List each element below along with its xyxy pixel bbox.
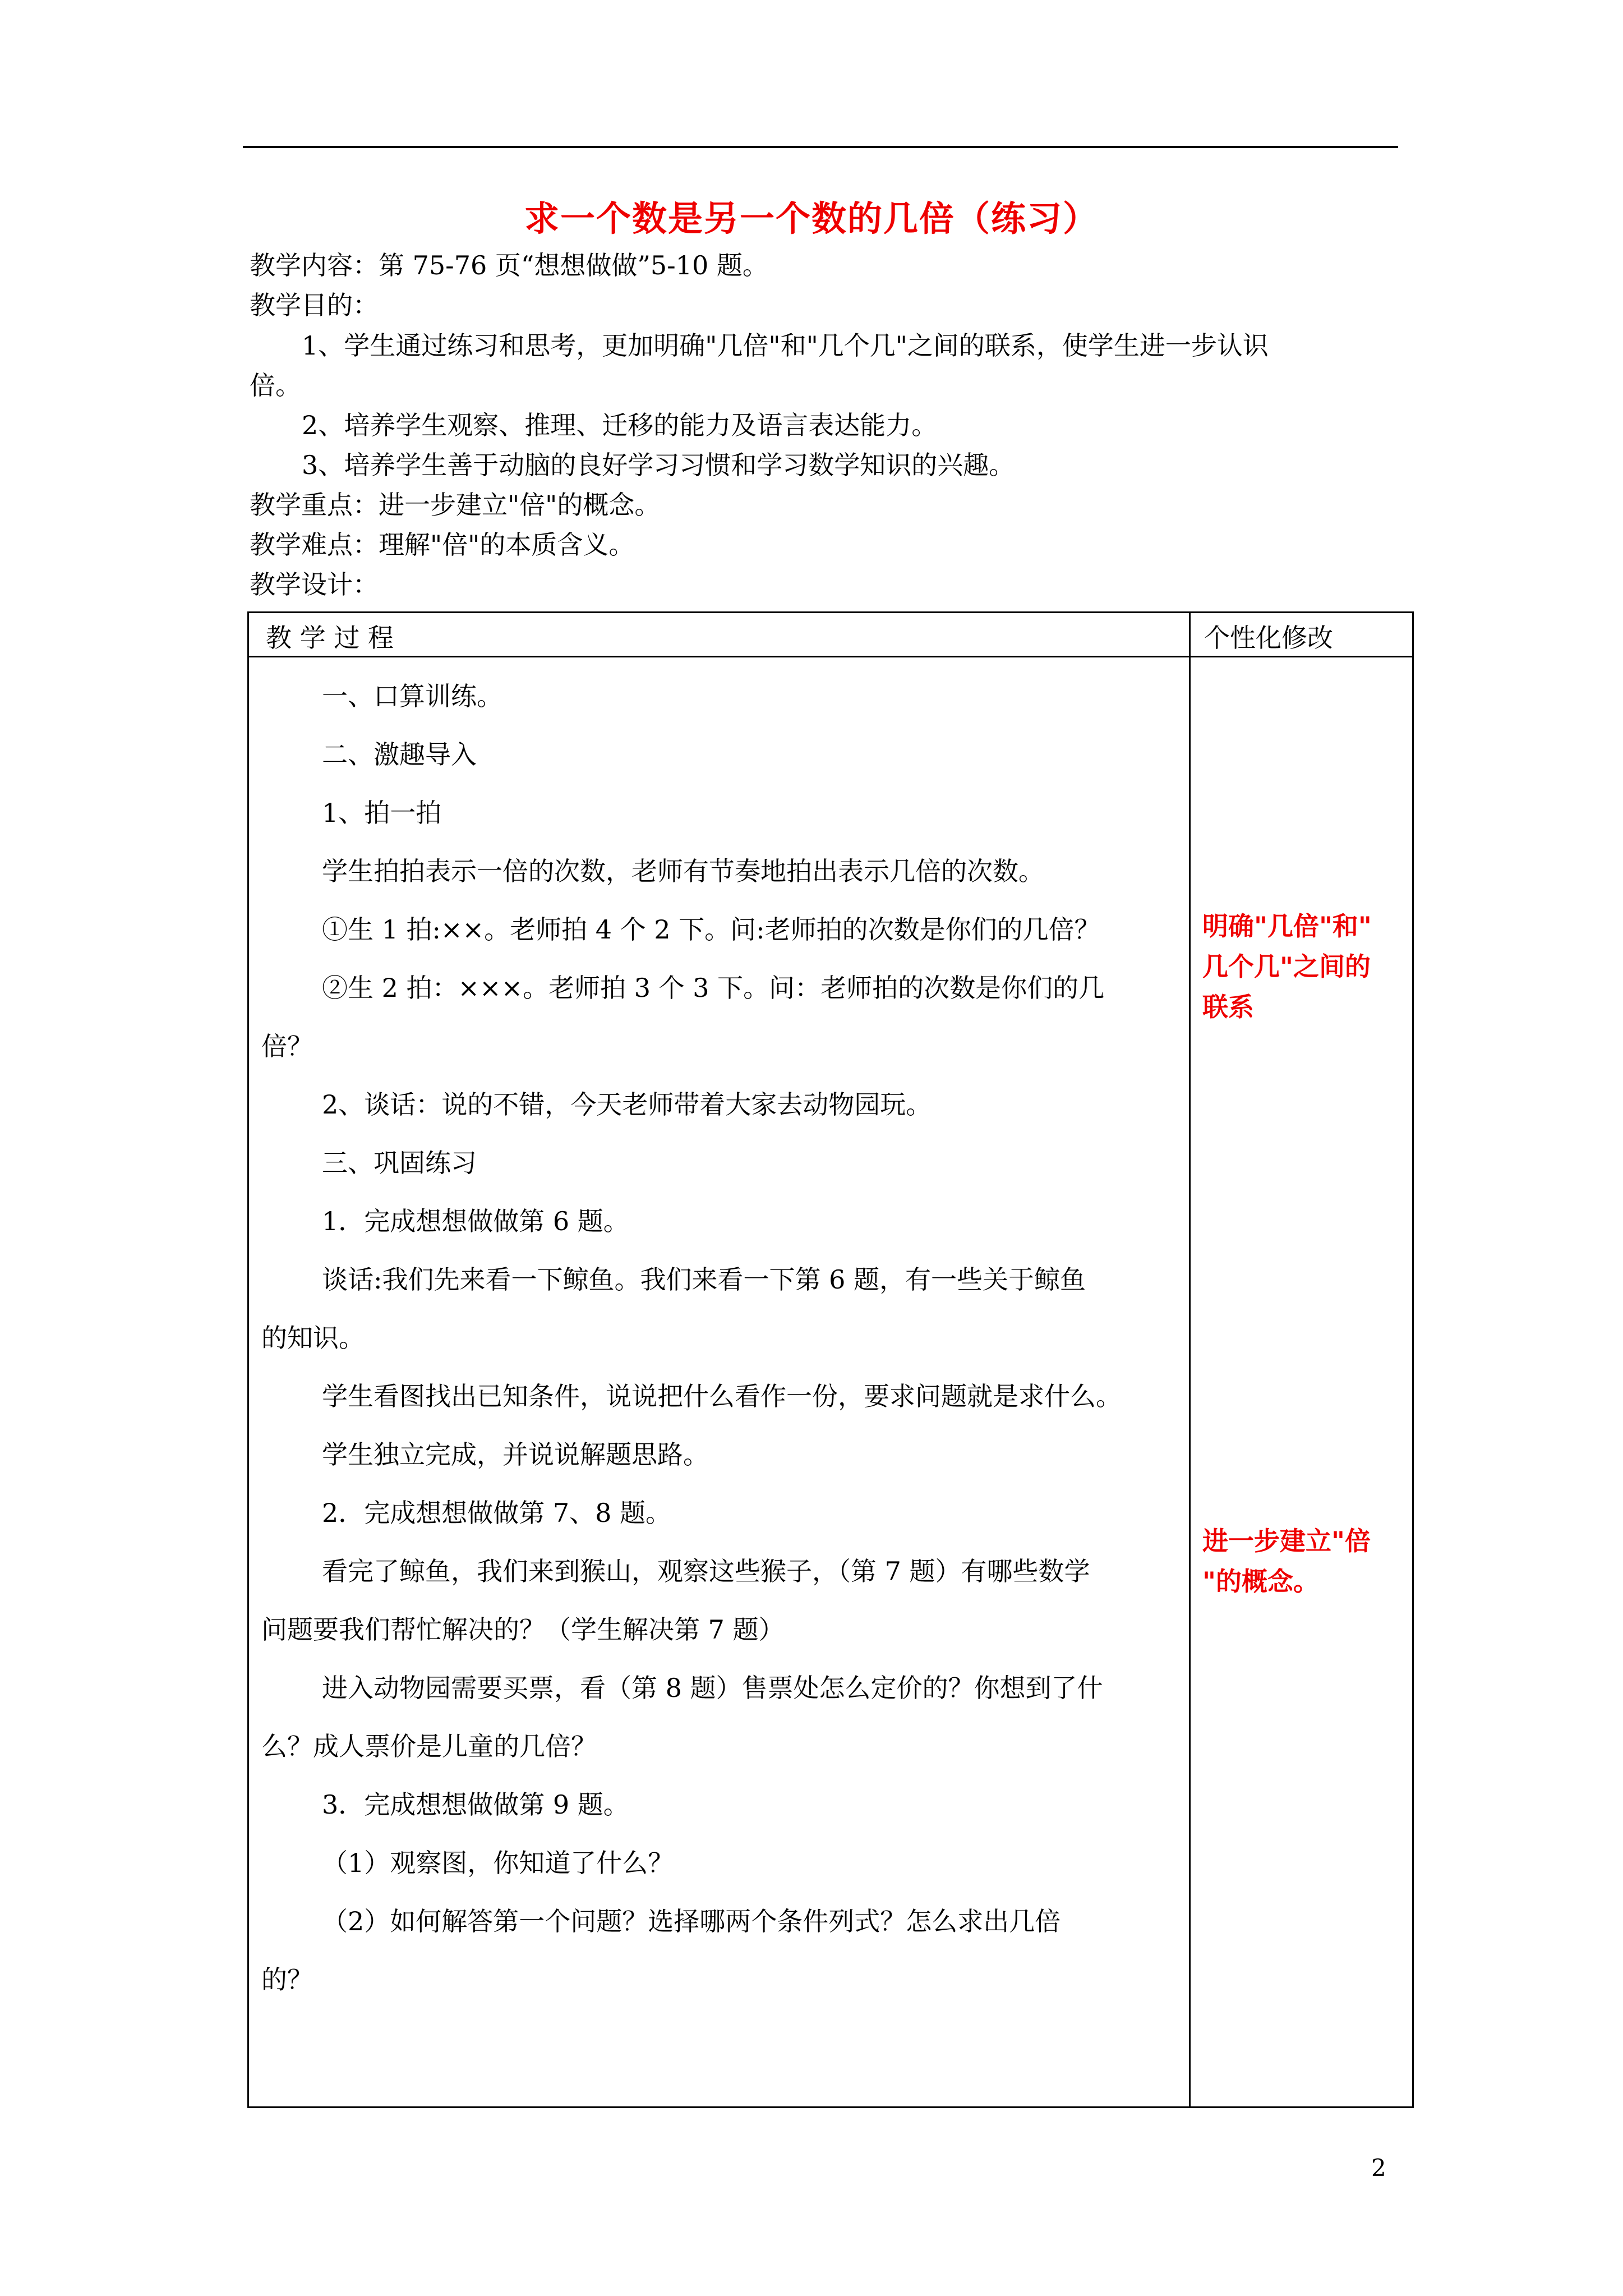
revision-note: 明确"几倍"和" xyxy=(1202,911,1372,941)
process-line: 学生看图找出已知条件，说说把什么看作一份，要求问题就是求什么。 xyxy=(322,1381,1122,1411)
revision-note: 进一步建立"倍 xyxy=(1202,1526,1371,1556)
design-label: 教学设计： xyxy=(250,569,379,600)
header-process: 教 学 过 程 xyxy=(266,623,394,653)
process-line: 的知识。 xyxy=(261,1323,365,1353)
objective-1-cont: 倍。 xyxy=(250,370,301,401)
process-line: 二、激趣导入 xyxy=(322,739,477,770)
page-title: 求一个数是另一个数的几倍（练习） xyxy=(524,198,1099,239)
column-divider xyxy=(1189,613,1191,2106)
key-point: 教学重点：进一步建立"倍"的概念。 xyxy=(250,490,661,520)
process-line: 2、谈话：说的不错，今天老师带着大家去动物园玩。 xyxy=(322,1089,932,1120)
process-line: ②生 2 拍：×××。老师拍 3 个 3 下。问：老师拍的次数是你们的几 xyxy=(322,973,1105,1003)
process-line: 学生独立完成，并说说解题思路。 xyxy=(322,1439,709,1470)
teaching-content: 教学内容：第 75-76 页“想想做做”5-10 题。 xyxy=(250,250,768,280)
process-line: 问题要我们帮忙解决的？（学生解决第 7 题） xyxy=(261,1614,785,1645)
process-line: 1．完成想想做做第 6 题。 xyxy=(322,1206,629,1236)
revision-note: 联系 xyxy=(1202,992,1254,1022)
header-row-divider xyxy=(249,656,1412,657)
process-line: 3．完成想想做做第 9 题。 xyxy=(322,1789,629,1820)
header-rule xyxy=(243,146,1398,148)
process-line: 看完了鲸鱼，我们来到猴山，观察这些猴子，（第 7 题）有哪些数学 xyxy=(322,1556,1090,1586)
process-line: 么？成人票价是儿童的几倍？ xyxy=(261,1731,597,1761)
process-line: 2．完成想想做做第 7、8 题。 xyxy=(322,1498,672,1528)
objectives-label: 教学目的： xyxy=(250,290,379,320)
objective-1: 1、学生通过练习和思考，更加明确"几倍"和"几个几"之间的联系，使学生进一步认识 xyxy=(302,330,1269,361)
header-personal: 个性化修改 xyxy=(1204,623,1333,653)
page-number: 2 xyxy=(1371,2154,1386,2182)
revision-note: "的概念。 xyxy=(1202,1566,1319,1596)
process-line: （1）观察图，你知道了什么？ xyxy=(322,1848,674,1878)
process-line: 三、巩固练习 xyxy=(322,1148,477,1178)
objective-2: 2、培养学生观察、推理、迁移的能力及语言表达能力。 xyxy=(302,410,938,440)
process-line: 倍？ xyxy=(261,1031,313,1061)
process-line: 1、拍一拍 xyxy=(322,798,442,828)
difficulty: 教学难点：理解"倍"的本质含义。 xyxy=(250,530,635,560)
objective-3: 3、培养学生善于动脑的良好学习习惯和学习数学知识的兴趣。 xyxy=(302,450,1015,480)
process-line: （2）如何解答第一个问题？选择哪两个条件列式？怎么求出几倍 xyxy=(322,1906,1061,1936)
process-line: 一、口算训练。 xyxy=(322,681,502,711)
process-line: 进入动物园需要买票，看（第 8 题）售票处怎么定价的？你想到了什 xyxy=(322,1673,1103,1703)
process-line: 谈话:我们先来看一下鲸鱼。我们来看一下第 6 题，有一些关于鲸鱼 xyxy=(322,1264,1086,1295)
process-line: 学生拍拍表示一倍的次数，老师有节奏地拍出表示几倍的次数。 xyxy=(322,856,1044,886)
process-line: 的？ xyxy=(261,1964,313,1995)
revision-note: 几个几"之间的 xyxy=(1202,951,1371,982)
lesson-table xyxy=(247,611,1414,2108)
process-line: ①生 1 拍:××。老师拍 4 个 2 下。问:老师拍的次数是你们的几倍？ xyxy=(322,914,1100,945)
